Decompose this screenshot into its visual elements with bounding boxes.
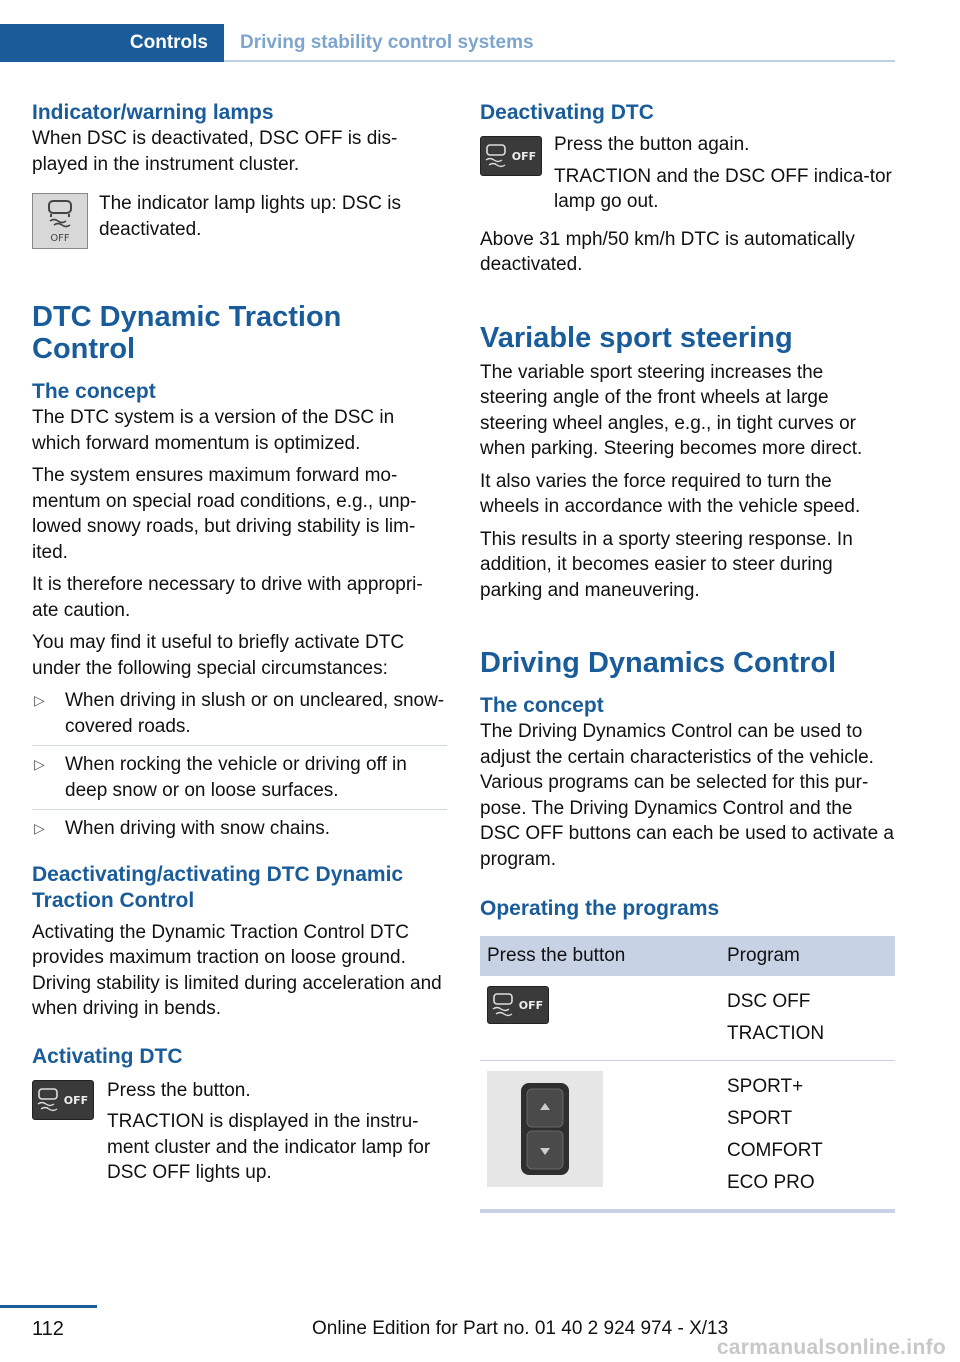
heading-concept: The concept bbox=[32, 380, 156, 403]
heading-driving-dynamics-control: Driving Dynamics Control bbox=[480, 647, 837, 679]
triangle-bullet-icon: ▷ bbox=[34, 756, 45, 772]
svg-text:OFF: OFF bbox=[50, 233, 70, 244]
activate-row bbox=[32, 1078, 447, 1186]
column-header: Program bbox=[720, 936, 895, 976]
footer-rule bbox=[0, 1305, 97, 1308]
list-item: ▷ When rocking the vehicle or driving off in deep snow or on loose surfaces. bbox=[32, 752, 447, 810]
edition-note: Online Edition for Part no. 01 40 2 924 974 - X/13 bbox=[312, 1318, 729, 1339]
heading-activating-dtc: Activating DTC bbox=[32, 1044, 183, 1068]
program-label: TRACTION bbox=[727, 1023, 825, 1044]
activate-step: Press the button. bbox=[107, 1079, 251, 1101]
list-item: ▷ When driving in slush or on uncleared, snow-covered roads. bbox=[32, 688, 447, 746]
column-header: Press the button bbox=[480, 936, 720, 976]
svg-text:OFF: OFF bbox=[518, 999, 544, 1012]
page-number: 112 bbox=[32, 1318, 64, 1340]
paragraph: Above 31 mph/50 km/h DTC is automatically deactivated. bbox=[480, 228, 855, 275]
dsc-off-button-icon bbox=[32, 1080, 94, 1120]
paragraph: Activating the Dynamic Traction Control DTC provides maximum traction on loose ground. Driving stability is limited during acceleration and when driving in bends. bbox=[32, 921, 442, 1019]
triangle-bullet-icon: ▷ bbox=[34, 820, 45, 836]
circumstance-list bbox=[32, 688, 447, 848]
dsc-off-button-icon bbox=[487, 986, 549, 1024]
chapter-tab: Controls bbox=[0, 24, 224, 62]
paragraph: This results in a sporty steering response. In addition, it becomes easier to steer during parking and maneuvering. bbox=[480, 528, 853, 601]
indicator-description: The indicator lamp lights up: DSC is deactivated. bbox=[99, 193, 402, 240]
dsc-off-indicator-icon bbox=[32, 193, 88, 249]
list-item: ▷ When driving with snow chains. bbox=[32, 816, 447, 848]
table-row bbox=[480, 976, 895, 1061]
heading-variable-sport-steering: Variable sport steering bbox=[480, 321, 793, 354]
svg-text:OFF: OFF bbox=[63, 1093, 89, 1107]
program-label: DSC OFF bbox=[727, 991, 811, 1012]
paragraph: It also varies the force required to turn the wheels in accordance with the vehicle speed. bbox=[480, 470, 861, 517]
program-label: COMFORT bbox=[727, 1140, 823, 1161]
header-rule bbox=[224, 60, 895, 62]
paragraph: The DTC system is a version of the DSC in which forward momentum is optimized. bbox=[32, 407, 395, 454]
paragraph: When DSC is deactivated, DSC OFF is dis-played in the instrument cluster. bbox=[32, 128, 398, 175]
program-label: SPORT bbox=[727, 1108, 793, 1129]
deactivate-result: TRACTION and the DSC OFF indica-tor lamp go out. bbox=[554, 165, 892, 212]
heading-concept: The concept bbox=[480, 694, 604, 717]
program-label: ECO PRO bbox=[727, 1172, 815, 1193]
deactivate-step: Press the button again. bbox=[554, 134, 750, 155]
activate-result: TRACTION is displayed in the instru-ment cluster and the indicator lamp for DSC OFF lights up. bbox=[107, 1111, 431, 1183]
deactivate-row bbox=[480, 132, 895, 215]
heading-indicator-lamps: Indicator/warning lamps bbox=[32, 101, 274, 124]
programs-table bbox=[480, 936, 895, 1213]
page-header bbox=[0, 24, 895, 62]
dsc-off-button-icon bbox=[480, 136, 542, 176]
heading-operating-programs: Operating the programs bbox=[480, 897, 720, 920]
heading-deactivating-dtc: Deactivating DTC bbox=[480, 101, 654, 124]
watermark: carmanualsonline.info bbox=[716, 1336, 946, 1359]
table-header-row bbox=[480, 936, 895, 976]
paragraph: It is therefore necessary to drive with appropri-ate caution. bbox=[32, 574, 423, 621]
indicator-row bbox=[32, 191, 447, 251]
program-label: SPORT+ bbox=[727, 1076, 804, 1097]
paragraph: You may find it useful to briefly activate DTC under the following special circumstances: bbox=[32, 632, 405, 679]
paragraph: The system ensures maximum forward mo-mentum on special road conditions, e.g., unp-lowed snowy roads, but driving stability is lim-ited. bbox=[32, 465, 417, 563]
section-title: Driving stability control systems bbox=[240, 32, 534, 53]
paragraph: The Driving Dynamics Control can be used to adjust the certain characteristics of the vehicle. Various programs can be selected for this pur-pose. The Driving Dynamics Control and the DSC OFF buttons can each be used to activate a program. bbox=[480, 721, 895, 870]
driving-dynamics-switch-icon bbox=[487, 1071, 603, 1187]
heading-dtc: DTC Dynamic Traction Control bbox=[32, 301, 342, 365]
left-column bbox=[32, 100, 447, 1186]
right-column bbox=[480, 100, 895, 1213]
triangle-bullet-icon: ▷ bbox=[34, 692, 45, 708]
paragraph: The variable sport steering increases the steering angle of the front wheels at large steering wheel angles, e.g., in tight curves or when parking. Steering becomes more direct. bbox=[480, 361, 863, 459]
table-row bbox=[480, 1061, 895, 1212]
svg-text:OFF: OFF bbox=[511, 150, 537, 163]
heading-deactivating-activating: Deactivating/activating DTC Dynamic Traction Control bbox=[32, 862, 404, 912]
